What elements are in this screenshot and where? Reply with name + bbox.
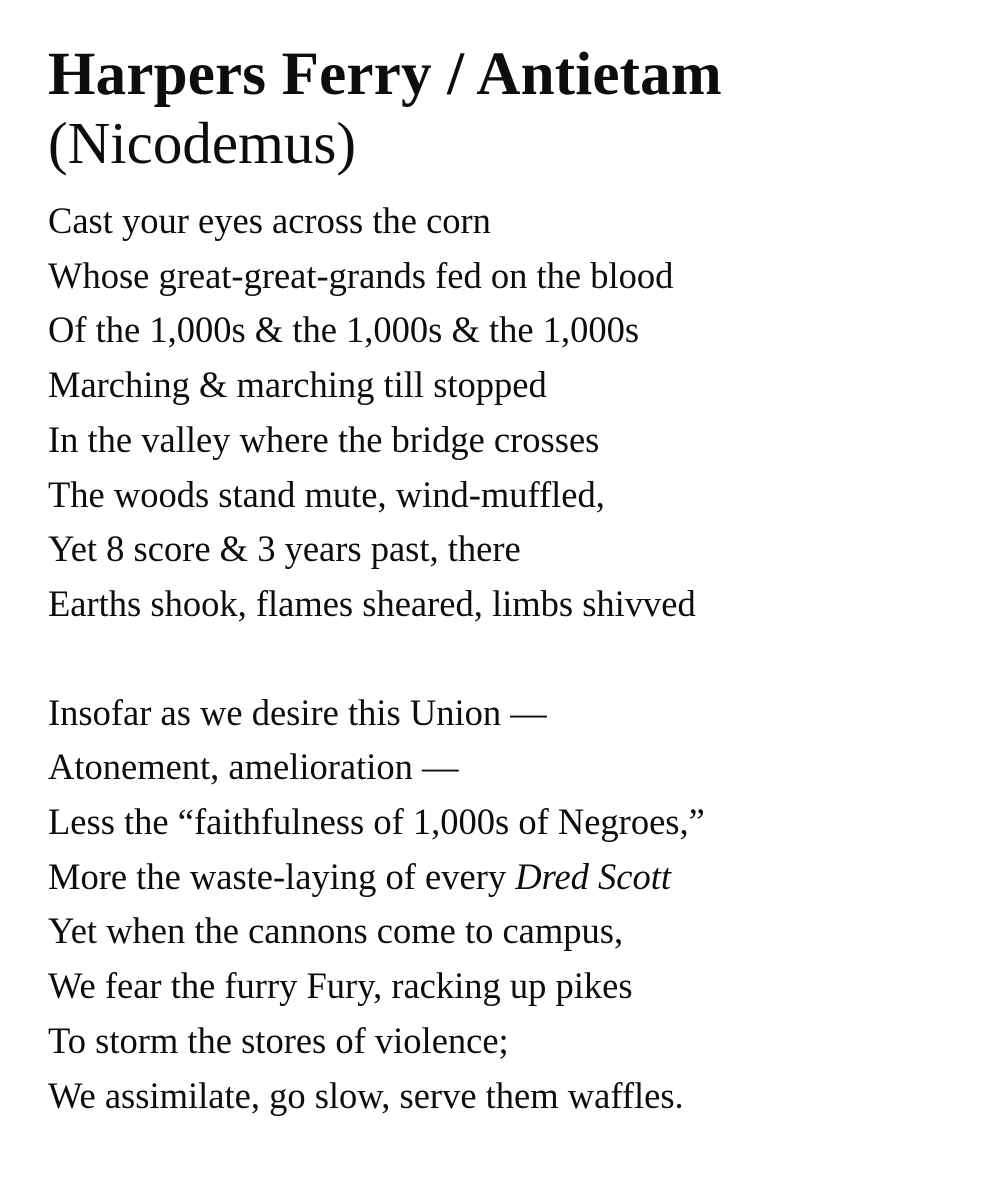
poem-line: Cast your eyes across the corn: [48, 200, 491, 241]
poem-line: To storm the stores of violence;: [48, 1019, 509, 1061]
poem-line: Of the 1,000s & the 1,000s & the 1,000s: [48, 309, 640, 351]
poem-line: In the valley where the bridge crosses: [48, 418, 600, 460]
poem-line: Atonement, amelioration —: [48, 746, 459, 788]
poem-line: Earths shook, flames sheared, limbs shivved: [48, 582, 696, 624]
poem-line: Less the “faithfulness of 1,000s of Negroes,”: [48, 801, 705, 843]
poem-line: We fear the furry Fury, racking up pikes: [48, 965, 633, 1007]
poem-line: Whose great-great-grands fed on the blood: [48, 254, 674, 296]
poem-line-with-italic: [48, 850, 968, 905]
italic-phrase-dred-scott: Dred Scott: [515, 855, 672, 897]
poem-subtitle: (Nicodemus): [48, 110, 357, 176]
poem-title: Harpers Ferry / Antietam: [48, 41, 722, 108]
poem-line: Insofar as we desire this Union —: [48, 691, 547, 733]
poem-line: Marching & marching till stopped: [48, 364, 547, 406]
stanza-2: [48, 686, 968, 1124]
poem-line: The woods stand mute, wind-muffled,: [48, 473, 605, 515]
poem-line: Yet 8 score & 3 years past, there: [48, 528, 521, 570]
stanza-1: [48, 194, 968, 632]
poem-line: Yet when the cannons come to campus,: [48, 910, 624, 952]
poem: [48, 40, 968, 1123]
poem-line-text: More the waste-laying of every: [48, 855, 516, 897]
poem-line: We assimilate, go slow, serve them waffles.: [48, 1074, 684, 1116]
